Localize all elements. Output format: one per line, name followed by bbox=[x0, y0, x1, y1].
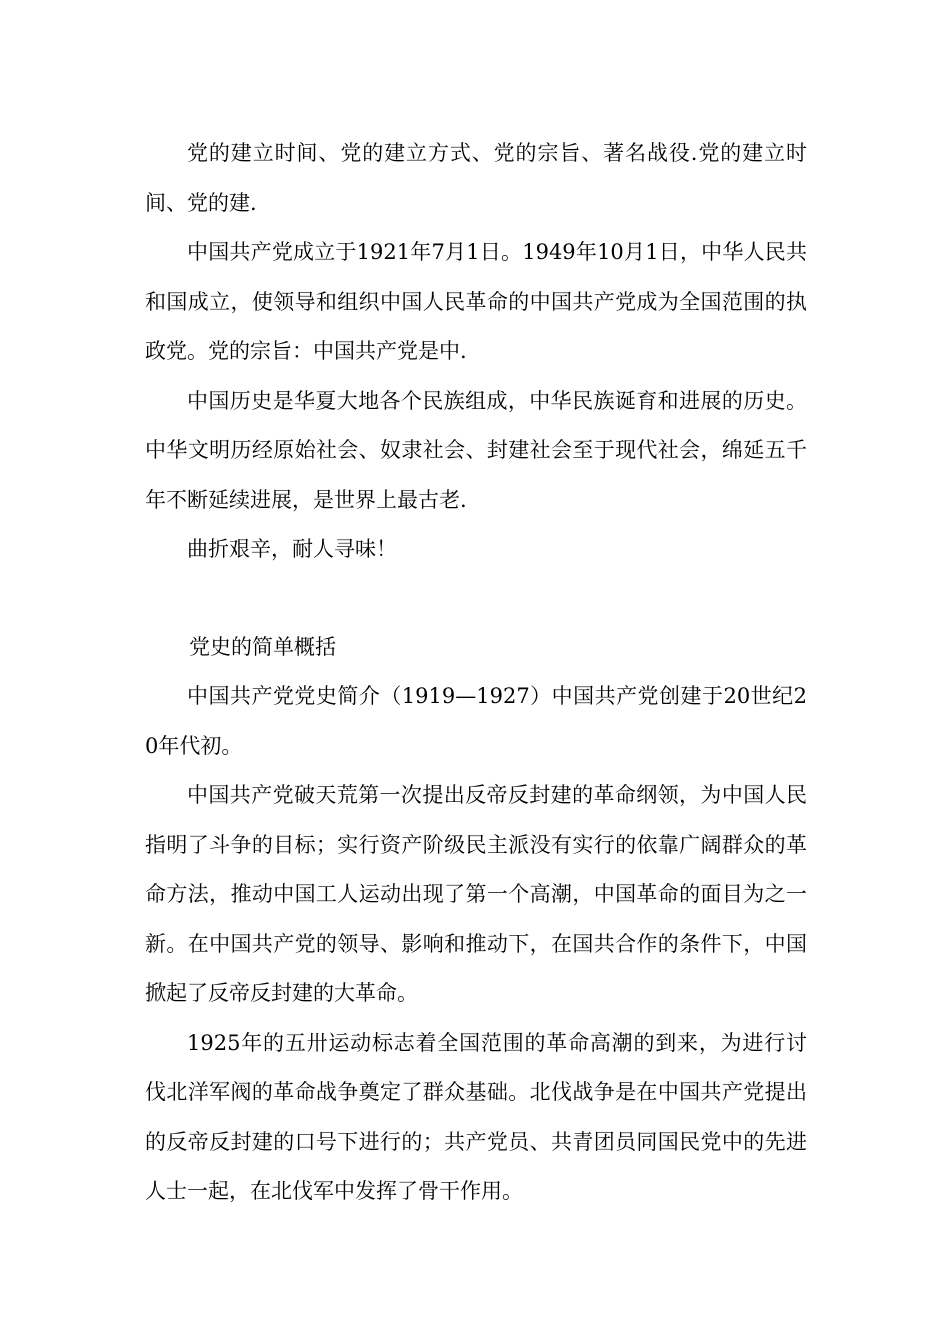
paragraph-party-founding-date: 中国共产党成立于1921年7月1日。1949年10月1日，中华人民共和国成立，使领导和组织中国人民革命的中国共产党成为全国范围的执政党。党的宗旨：中国共产党是中. bbox=[145, 240, 807, 363]
section-spacer bbox=[145, 575, 807, 623]
paragraph-chinese-history: 中国历史是华夏大地各个民族组成，中华民族诞育和进展的历史。中华文明历经原始社会、奴隶社会、封建社会至于现代社会，绵延五千年不断延续进展，是世界上最古老. bbox=[145, 388, 807, 512]
paragraph-party-founding-overview: 党的建立时间、党的建立方式、党的宗旨、著名战役.党的建立时间、党的建. bbox=[145, 141, 807, 215]
section-heading: 党史的简单概括 bbox=[189, 634, 336, 659]
paragraph-party-history-intro: 中国共产党党史简介（1919—1927）中国共产党创建于20世纪20年代初。 bbox=[145, 684, 807, 758]
paragraph-may-thirtieth-movement: 1925年的五卅运动标志着全国范围的革命高潮的到来，为进行讨伐北洋军阀的革命战争奠定了群众基础。北伐战争是在中国共产党提出的反帝反封建的口号下进行的；共产党员、共青团员同国民党中的先进人士一起，在北伐军中发挥了骨干作用。 bbox=[145, 1030, 807, 1203]
paragraph-short-remark: 曲折艰辛，耐人寻味！ bbox=[187, 537, 397, 561]
document-body bbox=[145, 129, 807, 1217]
paragraph-revolutionary-program: 中国共产党破天荒第一次提出反帝反封建的革命纲领，为中国人民指明了斗争的目标；实行资产阶级民主派没有实行的依靠广阔群众的革命方法，推动中国工人运动出现了第一个高潮，中国革命的面目为之一新。在中国共产党的领导、影响和推动下，在国共合作的条件下，中国掀起了反帝反封建的大革命。 bbox=[145, 783, 807, 1005]
